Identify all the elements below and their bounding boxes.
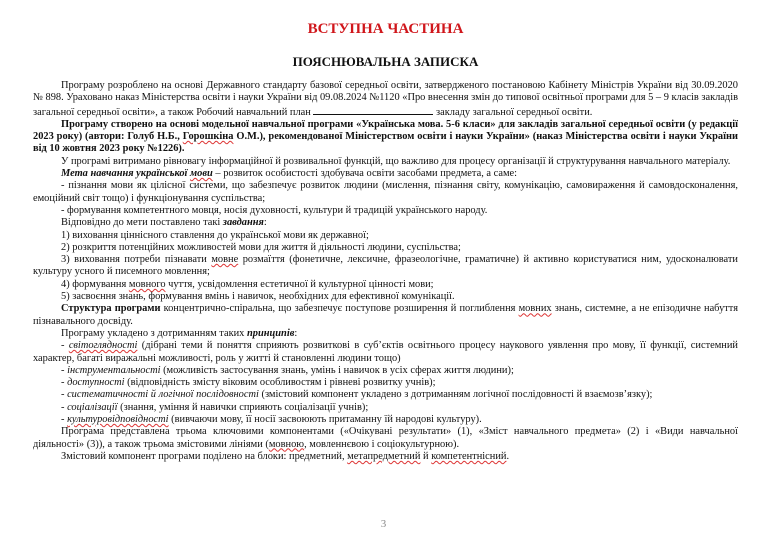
task-item-4-rest: чуття, усвідомлення естетичної й культурної цінності мови; (165, 278, 434, 290)
task-item-3-rest: розмаїття (фонетичне, лексичне, фразеологічне, граматичне) й активно користуватися ним, удосконалювати культуру усного й писемного мовлення; (33, 254, 738, 278)
paragraph-tasks (33, 217, 738, 229)
task-item-4-word: мовного (128, 278, 166, 290)
section-heading: ВСТУПНА ЧАСТИНА (307, 21, 464, 37)
principle-text: (знання, уміння й навички сприяють соціалізації учнів); (117, 401, 369, 413)
tasks-lead: Відповідно до мети поставлено такі (61, 217, 223, 229)
principle-dash: - (61, 364, 68, 376)
principle-item-2 (33, 365, 738, 377)
components-word: мовною (268, 438, 305, 450)
principle-item-1 (33, 340, 738, 365)
paragraph-components (33, 426, 738, 451)
structure-word: мовних (518, 303, 552, 315)
blank-underline (313, 105, 433, 115)
structure-text-end: знань, системне, а не епізодичне набуття пізнавального досвіду. (33, 303, 738, 327)
paragraph-model-program (33, 119, 738, 156)
model-program-text-end: О.М.), рекомендованої Міністерством освіти і науки України» (наказ Міністерства освіти і науки України від 10 жовтня 2023 року №1226). (33, 131, 738, 155)
task-item-2: 2) розкриття потенційних можливостей мови для життя й діяльності людини, суспільства; (61, 241, 461, 253)
components-text-end: , мовленнєвою і соціокультурною). (304, 438, 460, 450)
paragraph-balance: У програмі витримано рівновагу інформаційної й розвивальної функцій, що важливо для процесу організації й структурування навчального матеріалу. (61, 155, 731, 167)
principle-term: світоглядності (68, 340, 138, 352)
principles-lead: Програму укладено з дотриманням таких (61, 327, 247, 339)
content-blocks-text: Змістовий компонент програми поділено на блоки: предметний, (61, 450, 345, 462)
principle-dash: - (61, 340, 69, 352)
paragraph-basis-text-end: закладу загальної середньої освіти. (436, 106, 593, 118)
principles-colon: : (294, 327, 298, 339)
principle-text: (дібрані теми й поняття сприяють розвиткові в суб’єктів освітнього процесу наукового уявлення про мову, її функції, системний характер, багаті виражальні можливості, роль у житті й становленні людини тощо) (33, 340, 738, 364)
principle-item-3 (33, 377, 738, 389)
principle-item-6 (33, 414, 738, 426)
content-blocks-mid: й (420, 450, 432, 462)
principle-term: доступності (67, 377, 125, 389)
paragraph-goal (33, 168, 738, 180)
principle-dash: - (61, 389, 68, 401)
task-item-4 (33, 279, 738, 291)
content-blocks-end: . (506, 450, 510, 462)
content-blocks-word-1: метапредметний (347, 450, 421, 462)
principle-dash: - (61, 401, 68, 413)
explanatory-note-title: ПОЯСНЮВАЛЬНА ЗАПИСКА (292, 54, 479, 69)
components-text: Програма представлена трьома ключовими компонентами («Очікувані результати» (1), «Зміст навчального предмета» (2) і «Види навчальної діяльності» (3)), а також трьома змістовими лініями ( (33, 426, 738, 450)
paragraph-basis (33, 80, 738, 119)
model-program-text: Програму створено на основі модельної навчальної програми «Українська мова. 5-6 класи» для закладів загальної середньої освіти (у редакції 2023 року) (автори: Голуб Н.Б., (33, 118, 738, 143)
paragraph-principles (33, 328, 738, 340)
principle-text: (змістовий компонент укладено з дотриманням логічної послідовності й взаємозв’язку); (258, 389, 653, 401)
paragraph-structure (33, 303, 738, 328)
principle-dash: - (61, 414, 68, 426)
goal-list-item-1: - пізнання мови як цілісної системи, що забезпечує розвиток людини (мислення, пізнання світу, комунікацію, самовираження й самовдосконалення, емоційний світ тощо) і функціонування суспільства; (33, 180, 738, 204)
principle-text: (можливість застосування знань, умінь і навичок в усіх сферах життя людини); (160, 364, 514, 376)
paragraph-content-blocks (33, 451, 738, 463)
task-item-3 (33, 254, 738, 279)
tasks-colon: : (263, 217, 267, 229)
structure-text: концентрично-спіральна, що забезпечує поступове розширення й поглиблення (160, 303, 516, 315)
task-item-4-lead: 4) формування (61, 278, 127, 290)
principle-item-5 (33, 402, 738, 414)
principle-text: (відповідність змісту віковим особливостям і рівневі розвитку учнів); (124, 377, 436, 389)
principle-term: соціалізації (67, 401, 118, 413)
goal-list-item-2: - формування компетентного мовця, носія духовності, культури й традицій українського народу. (61, 204, 488, 216)
principle-term: інструментальності (67, 364, 161, 376)
principle-term: культуровідповідності (67, 414, 169, 426)
document-body (33, 80, 738, 463)
goal-term: Мета навчання української (61, 168, 188, 180)
author-name-spellcheck: Горошкіна (182, 131, 234, 143)
structure-term: Структура програми (61, 303, 161, 315)
principle-item-4 (33, 389, 738, 401)
principle-term: систематичності й логічної послідовності (67, 389, 259, 401)
task-item-5: 5) засвоєння знань, формування вмінь і навичок, необхідних для ефективної комунікації. (61, 291, 455, 303)
goal-text: – розвиток особистості здобувача освіти засобами предмета, а саме: (212, 168, 518, 180)
task-item-3-word: мовне (211, 254, 239, 266)
paragraph-basis-text: Програму розроблено на основі Державного стандарту базової середньої освіти, затвердженого постановою Кабінету Міністрів України від 30.09.2020 № 898. Ураховано наказ Міністерства освіти і науки України від 09.08.2024 №1120 «Про внесення змін до типової освітньої програми для 5 – 9 класів закладів загальної середньої освіти», а також Робочий навчальний план (33, 80, 738, 118)
content-blocks-word-2: компетентнісний (431, 450, 507, 462)
tasks-term: завдання (222, 217, 264, 229)
goal-term-word: мови (190, 168, 213, 180)
page-number: 3 (380, 518, 387, 530)
task-item-3-lead: 3) виховання потреби пізнавати (61, 254, 207, 266)
task-item-1: 1) виховання ціннісного ставлення до української мови як державної; (61, 229, 369, 241)
principle-dash: - (61, 377, 68, 389)
principles-term: принципів (246, 327, 295, 339)
principle-text: (вивчаючи мову, її носії засвоюють притаманну їй народові культуру). (168, 414, 482, 426)
